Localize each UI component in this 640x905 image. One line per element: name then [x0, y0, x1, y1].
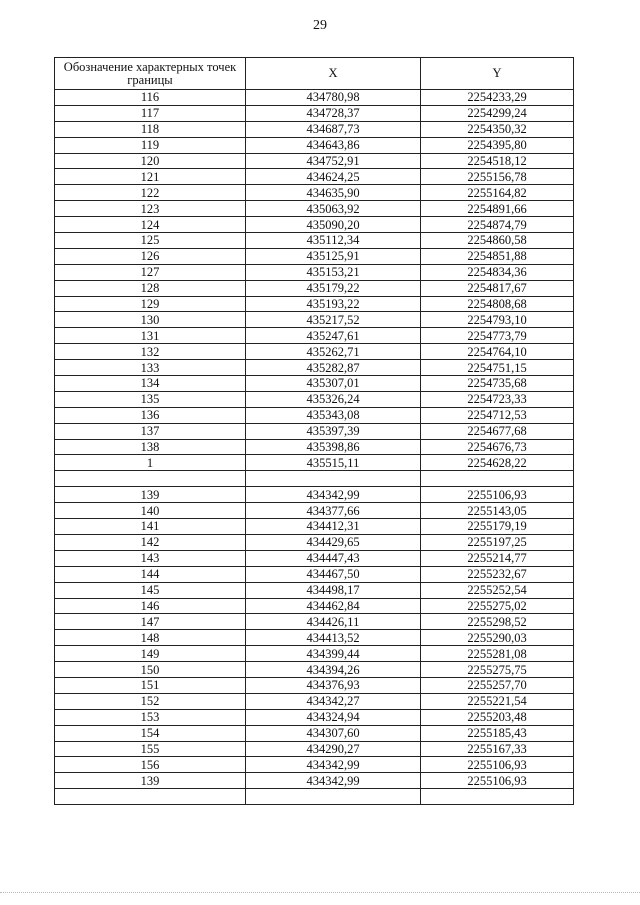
x-coordinate-cell: 434643,86 [246, 137, 421, 153]
point-id-cell: 120 [55, 153, 246, 169]
y-coordinate-cell: 2255298,52 [421, 614, 574, 630]
table-row [55, 248, 574, 264]
table-row [55, 121, 574, 137]
x-coordinate-cell: 434752,91 [246, 153, 421, 169]
point-id-cell: 152 [55, 693, 246, 709]
table-row [55, 407, 574, 423]
x-coordinate-cell: 435247,61 [246, 328, 421, 344]
y-coordinate-cell: 2254874,79 [421, 217, 574, 233]
table-row [55, 280, 574, 296]
x-coordinate-cell [246, 471, 421, 487]
point-id-cell: 134 [55, 376, 246, 392]
column-header-x: X [246, 58, 421, 90]
x-coordinate-cell: 434342,99 [246, 757, 421, 773]
y-coordinate-cell: 2254350,32 [421, 121, 574, 137]
point-id-cell: 139 [55, 773, 246, 789]
table-row [55, 264, 574, 280]
table-row [55, 153, 574, 169]
y-coordinate-cell: 2254808,68 [421, 296, 574, 312]
x-coordinate-cell: 435112,34 [246, 233, 421, 249]
column-header-point: Обозначение характерных точек границы [55, 58, 246, 90]
y-coordinate-cell [421, 471, 574, 487]
table-row [55, 376, 574, 392]
point-id-cell: 153 [55, 709, 246, 725]
point-id-cell: 125 [55, 233, 246, 249]
x-coordinate-cell: 435398,86 [246, 439, 421, 455]
point-id-cell: 148 [55, 630, 246, 646]
table-row [55, 360, 574, 376]
y-coordinate-cell: 2255179,19 [421, 519, 574, 535]
scan-edge-line [0, 892, 640, 893]
table-row [55, 741, 574, 757]
table-row [55, 725, 574, 741]
table-row [55, 201, 574, 217]
point-id-cell: 123 [55, 201, 246, 217]
point-id-cell: 146 [55, 598, 246, 614]
x-coordinate-cell: 434687,73 [246, 121, 421, 137]
point-id-cell: 133 [55, 360, 246, 376]
point-id-cell: 132 [55, 344, 246, 360]
point-id-cell: 1 [55, 455, 246, 471]
y-coordinate-cell: 2254834,36 [421, 264, 574, 280]
x-coordinate-cell: 435262,71 [246, 344, 421, 360]
table-row [55, 677, 574, 693]
x-coordinate-cell: 434412,31 [246, 519, 421, 535]
point-id-cell: 140 [55, 503, 246, 519]
table-row [55, 423, 574, 439]
point-id-cell: 150 [55, 662, 246, 678]
table-row [55, 709, 574, 725]
table-row [55, 662, 574, 678]
y-coordinate-cell: 2254773,79 [421, 328, 574, 344]
point-id-cell: 141 [55, 519, 246, 535]
x-coordinate-cell: 434498,17 [246, 582, 421, 598]
x-coordinate-cell: 434624,25 [246, 169, 421, 185]
point-id-cell: 143 [55, 550, 246, 566]
table-row [55, 487, 574, 503]
x-coordinate-cell: 435090,20 [246, 217, 421, 233]
x-coordinate-cell: 434447,43 [246, 550, 421, 566]
point-id-cell: 156 [55, 757, 246, 773]
x-coordinate-cell: 434342,27 [246, 693, 421, 709]
y-coordinate-cell: 2254860,58 [421, 233, 574, 249]
table-row [55, 312, 574, 328]
y-coordinate-cell: 2254677,68 [421, 423, 574, 439]
y-coordinate-cell: 2255275,02 [421, 598, 574, 614]
y-coordinate-cell: 2255232,67 [421, 566, 574, 582]
y-coordinate-cell: 2254299,24 [421, 105, 574, 121]
x-coordinate-cell: 435397,39 [246, 423, 421, 439]
x-coordinate-cell: 434290,27 [246, 741, 421, 757]
table-row [55, 185, 574, 201]
y-coordinate-cell: 2255106,93 [421, 757, 574, 773]
table-row [55, 534, 574, 550]
table-row [55, 519, 574, 535]
table-row [55, 614, 574, 630]
y-coordinate-cell: 2254891,66 [421, 201, 574, 217]
y-coordinate-cell: 2254676,73 [421, 439, 574, 455]
boundary-points-table [54, 57, 574, 805]
point-id-cell: 118 [55, 121, 246, 137]
x-coordinate-cell: 434394,26 [246, 662, 421, 678]
point-id-cell: 144 [55, 566, 246, 582]
point-id-cell: 135 [55, 391, 246, 407]
point-id-cell: 138 [55, 439, 246, 455]
y-coordinate-cell: 2255106,93 [421, 773, 574, 789]
x-coordinate-cell: 435343,08 [246, 407, 421, 423]
point-id-cell: 127 [55, 264, 246, 280]
point-id-cell [55, 471, 246, 487]
x-coordinate-cell: 435063,92 [246, 201, 421, 217]
point-id-cell: 129 [55, 296, 246, 312]
y-coordinate-cell: 2255156,78 [421, 169, 574, 185]
table-row [55, 503, 574, 519]
point-id-cell: 131 [55, 328, 246, 344]
page-number: 29 [313, 18, 327, 33]
point-id-cell: 124 [55, 217, 246, 233]
table-row [55, 169, 574, 185]
x-coordinate-cell [246, 789, 421, 805]
y-coordinate-cell: 2254518,12 [421, 153, 574, 169]
table-row [55, 455, 574, 471]
table-row [55, 582, 574, 598]
column-header-y: Y [421, 58, 574, 90]
point-id-cell: 117 [55, 105, 246, 121]
x-coordinate-cell: 434426,11 [246, 614, 421, 630]
x-coordinate-cell: 435193,22 [246, 296, 421, 312]
y-coordinate-cell: 2254764,10 [421, 344, 574, 360]
table-row [55, 630, 574, 646]
point-id-cell: 121 [55, 169, 246, 185]
y-coordinate-cell: 2254817,67 [421, 280, 574, 296]
x-coordinate-cell: 435125,91 [246, 248, 421, 264]
y-coordinate-cell: 2254723,33 [421, 391, 574, 407]
table-row [55, 598, 574, 614]
x-coordinate-cell: 434342,99 [246, 487, 421, 503]
table-row [55, 550, 574, 566]
x-coordinate-cell: 434462,84 [246, 598, 421, 614]
table-row [55, 391, 574, 407]
x-coordinate-cell: 434342,99 [246, 773, 421, 789]
point-id-cell: 149 [55, 646, 246, 662]
point-id-cell: 130 [55, 312, 246, 328]
point-id-cell: 116 [55, 90, 246, 106]
y-coordinate-cell: 2255257,70 [421, 677, 574, 693]
y-coordinate-cell: 2254751,15 [421, 360, 574, 376]
table-row [55, 328, 574, 344]
x-coordinate-cell: 435153,21 [246, 264, 421, 280]
x-coordinate-cell: 434429,65 [246, 534, 421, 550]
y-coordinate-cell [421, 789, 574, 805]
point-id-cell: 122 [55, 185, 246, 201]
y-coordinate-cell: 2255185,43 [421, 725, 574, 741]
y-coordinate-cell: 2255214,77 [421, 550, 574, 566]
y-coordinate-cell: 2254793,10 [421, 312, 574, 328]
table-row [55, 233, 574, 249]
x-coordinate-cell: 435326,24 [246, 391, 421, 407]
x-coordinate-cell: 434376,93 [246, 677, 421, 693]
point-id-cell: 139 [55, 487, 246, 503]
x-coordinate-cell: 434399,44 [246, 646, 421, 662]
x-coordinate-cell: 435307,01 [246, 376, 421, 392]
x-coordinate-cell: 435179,22 [246, 280, 421, 296]
x-coordinate-cell: 435282,87 [246, 360, 421, 376]
y-coordinate-cell: 2254851,88 [421, 248, 574, 264]
table-row [55, 757, 574, 773]
y-coordinate-cell: 2255203,48 [421, 709, 574, 725]
x-coordinate-cell: 434780,98 [246, 90, 421, 106]
point-id-cell: 155 [55, 741, 246, 757]
y-coordinate-cell: 2255197,25 [421, 534, 574, 550]
point-id-cell: 147 [55, 614, 246, 630]
table-row [55, 137, 574, 153]
y-coordinate-cell: 2254233,29 [421, 90, 574, 106]
x-coordinate-cell: 434635,90 [246, 185, 421, 201]
y-coordinate-cell: 2255221,54 [421, 693, 574, 709]
y-coordinate-cell: 2254712,53 [421, 407, 574, 423]
point-id-cell [55, 789, 246, 805]
table-row [55, 773, 574, 789]
table-row [55, 90, 574, 106]
table-row [55, 344, 574, 360]
point-id-cell: 154 [55, 725, 246, 741]
table-row [55, 471, 574, 487]
x-coordinate-cell: 434324,94 [246, 709, 421, 725]
x-coordinate-cell: 434413,52 [246, 630, 421, 646]
x-coordinate-cell: 434467,50 [246, 566, 421, 582]
y-coordinate-cell: 2255281,08 [421, 646, 574, 662]
table-row [55, 296, 574, 312]
x-coordinate-cell: 434377,66 [246, 503, 421, 519]
y-coordinate-cell: 2255252,54 [421, 582, 574, 598]
table-row [55, 217, 574, 233]
point-id-cell: 128 [55, 280, 246, 296]
y-coordinate-cell: 2254395,80 [421, 137, 574, 153]
y-coordinate-cell: 2255164,82 [421, 185, 574, 201]
table-header-row [55, 58, 574, 90]
x-coordinate-cell: 435515,11 [246, 455, 421, 471]
y-coordinate-cell: 2254628,22 [421, 455, 574, 471]
y-coordinate-cell: 2255143,05 [421, 503, 574, 519]
y-coordinate-cell: 2255275,75 [421, 662, 574, 678]
point-id-cell: 137 [55, 423, 246, 439]
y-coordinate-cell: 2255290,03 [421, 630, 574, 646]
y-coordinate-cell: 2254735,68 [421, 376, 574, 392]
point-id-cell: 145 [55, 582, 246, 598]
point-id-cell: 136 [55, 407, 246, 423]
y-coordinate-cell: 2255167,33 [421, 741, 574, 757]
table-row [55, 439, 574, 455]
x-coordinate-cell: 435217,52 [246, 312, 421, 328]
table-body [55, 90, 574, 805]
x-coordinate-cell: 434307,60 [246, 725, 421, 741]
table-row [55, 693, 574, 709]
table-row [55, 566, 574, 582]
point-id-cell: 126 [55, 248, 246, 264]
y-coordinate-cell: 2255106,93 [421, 487, 574, 503]
point-id-cell: 151 [55, 677, 246, 693]
table-row [55, 789, 574, 805]
table-row [55, 646, 574, 662]
point-id-cell: 142 [55, 534, 246, 550]
point-id-cell: 119 [55, 137, 246, 153]
x-coordinate-cell: 434728,37 [246, 105, 421, 121]
table-row [55, 105, 574, 121]
